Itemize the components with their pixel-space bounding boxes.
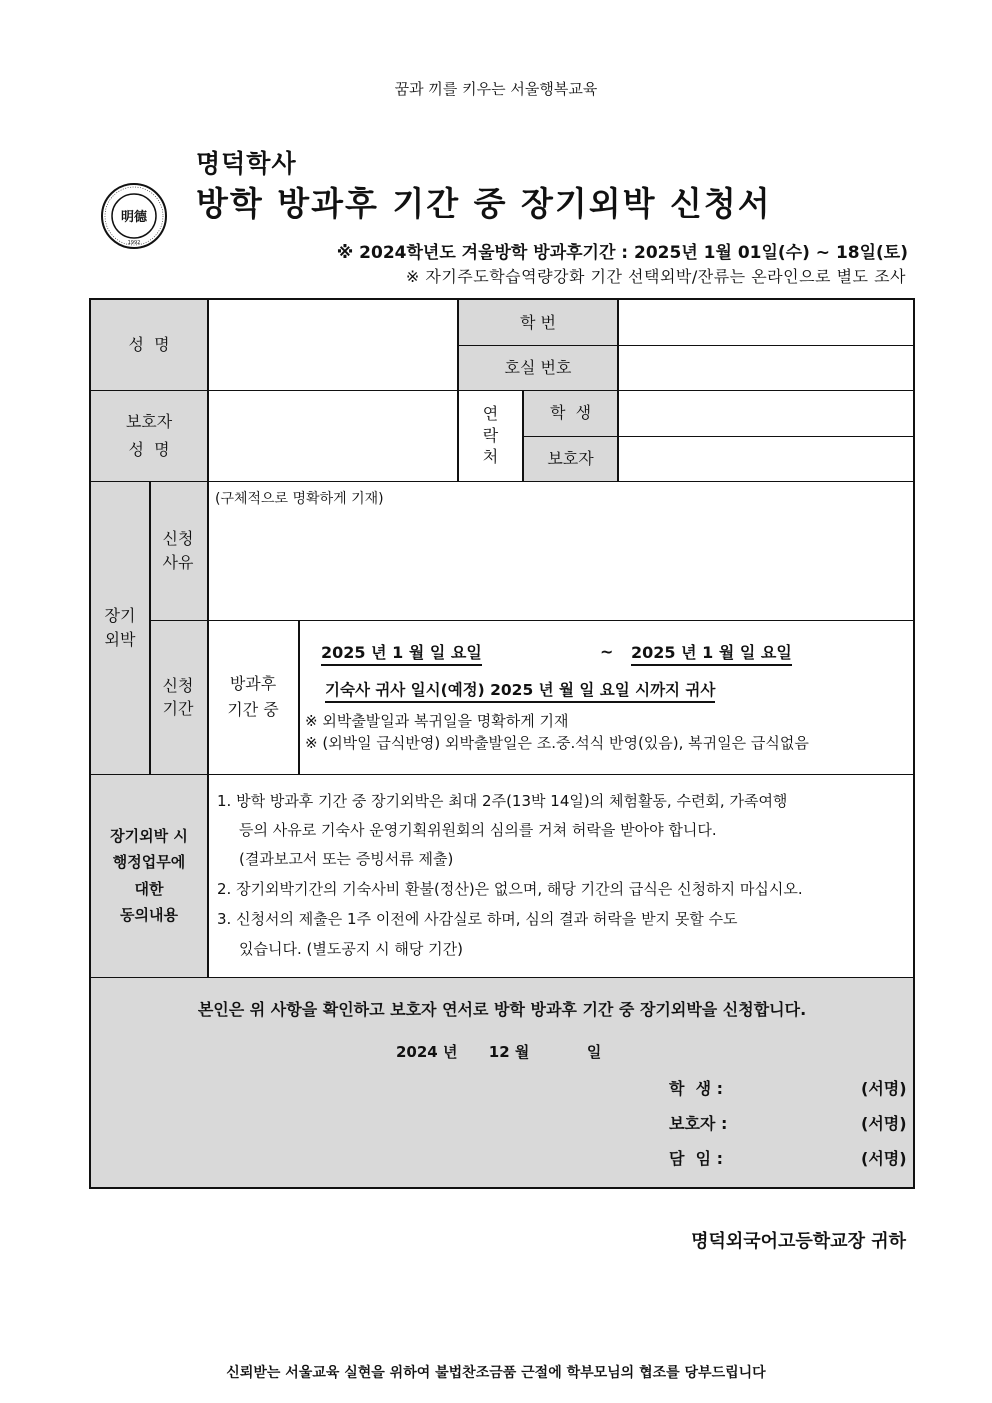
application-form [89, 298, 915, 1189]
page-title: 방학 방과후 기간 중 장기외박 신청서 [196, 184, 772, 223]
consent-item-2: 2. 장기외박기간의 기숙사비 환불(정산)은 없으며, 해당 기간의 급식은 신청하지 마십시오. [217, 880, 803, 898]
contact-guardian-label: 보호자 [523, 436, 618, 481]
consent-item-3: 3. 신청서의 제출은 1주 이전에 사감실로 하며, 심의 결과 허락을 받지 못할 수도 [217, 910, 738, 928]
reason-label: 신청 사유 [149, 481, 207, 620]
sign-teacher-mark[interactable]: (서명) [861, 1149, 907, 1168]
date-from[interactable]: 2025 년 1 월 일 요일 [321, 640, 482, 666]
contact-guardian-input[interactable] [618, 436, 913, 481]
slogan: 꿈과 끼를 키우는 서울행복교육 [394, 80, 598, 98]
name-label: 성 명 [91, 300, 207, 390]
sign-teacher-label: 담 임 : [669, 1149, 724, 1168]
consent-item-1-cont: 등의 사유로 기숙사 운영기획위원회의 심의를 거쳐 허락을 받아야 합니다. [239, 821, 717, 839]
period-note-2: ※ (외박일 급식반영) 외박출발일은 조.중.석식 반영(있음), 복귀일은 급식없음 [305, 734, 809, 752]
period-label: 신청 기간 [149, 620, 207, 774]
return-line[interactable]: 기숙사 귀사 일시(예정) 2025 년 월 일 요일 시까지 귀사 [325, 678, 715, 703]
contact-student-input[interactable] [618, 390, 913, 436]
tilde: ~ [600, 642, 614, 661]
period-sub-label: 방과후 기간 중 [227, 674, 279, 719]
svg-text:明德: 明德 [120, 210, 148, 225]
school-logo-icon [100, 182, 168, 250]
consent-item-1: 1. 방학 방과후 기간 중 장기외박은 최대 2주(13박 14일)의 체험활동, 수련회, 가족여행 [217, 792, 788, 810]
submission-date[interactable]: 2024 년 12 월 일 [396, 1043, 602, 1061]
consent-item-1-note: (결과보고서 또는 증빙서류 제출) [239, 850, 454, 868]
sign-guardian-mark[interactable]: (서명) [861, 1114, 907, 1133]
svg-text:1992: 1992 [127, 240, 141, 246]
long-stay-label: 장기 외박 [91, 481, 149, 774]
dorm-name: 명덕학사 [196, 149, 297, 178]
guardian-name-label: 보호자 성 명 [91, 390, 207, 481]
pledge-text: 본인은 위 사항을 확인하고 보호자 연서로 방학 방과후 기간 중 장기외박을 신청합니다. [197, 1000, 807, 1019]
name-input[interactable] [207, 300, 458, 390]
reason-hint: (구체적으로 명확하게 기재) [215, 491, 384, 507]
consent-item-3-cont: 있습니다. (별도공지 시 해당 기간) [239, 940, 463, 958]
consent-label: 장기외박 시 행정업무에 대한 동의내용 [91, 774, 207, 977]
period-note-1: ※ 외박출발일과 복귀일을 명확하게 기재 [305, 712, 569, 730]
student-no-label: 학 번 [458, 300, 618, 345]
footer-notice: 신뢰받는 서울교육 실현을 위하여 불법찬조금품 근절에 학부모님의 협조를 당부드립니다 [226, 1365, 766, 1381]
contact-label: 연 락 처 [482, 404, 499, 467]
addressee: 명덕외국어고등학교장 귀하 [691, 1231, 906, 1252]
sign-guardian-label: 보호자 : [669, 1114, 728, 1133]
room-label: 호실 번호 [458, 345, 618, 390]
guardian-name-input[interactable] [207, 390, 458, 481]
period-subnote: ※ 자기주도학습역량강화 기간 선택외박/잔류는 온라인으로 별도 조사 [405, 267, 906, 286]
period-notice: ※ 2024학년도 겨울방학 방과후기간 : 2025년 1월 01일(수) ~ 18일(토) [336, 243, 908, 263]
sign-student-mark[interactable]: (서명) [861, 1079, 907, 1098]
sign-student-label: 학 생 : [669, 1079, 724, 1098]
student-no-input[interactable] [618, 300, 913, 345]
room-input[interactable] [618, 345, 913, 390]
contact-student-label: 학 생 [523, 390, 618, 436]
date-to[interactable]: 2025 년 1 월 일 요일 [631, 640, 792, 666]
